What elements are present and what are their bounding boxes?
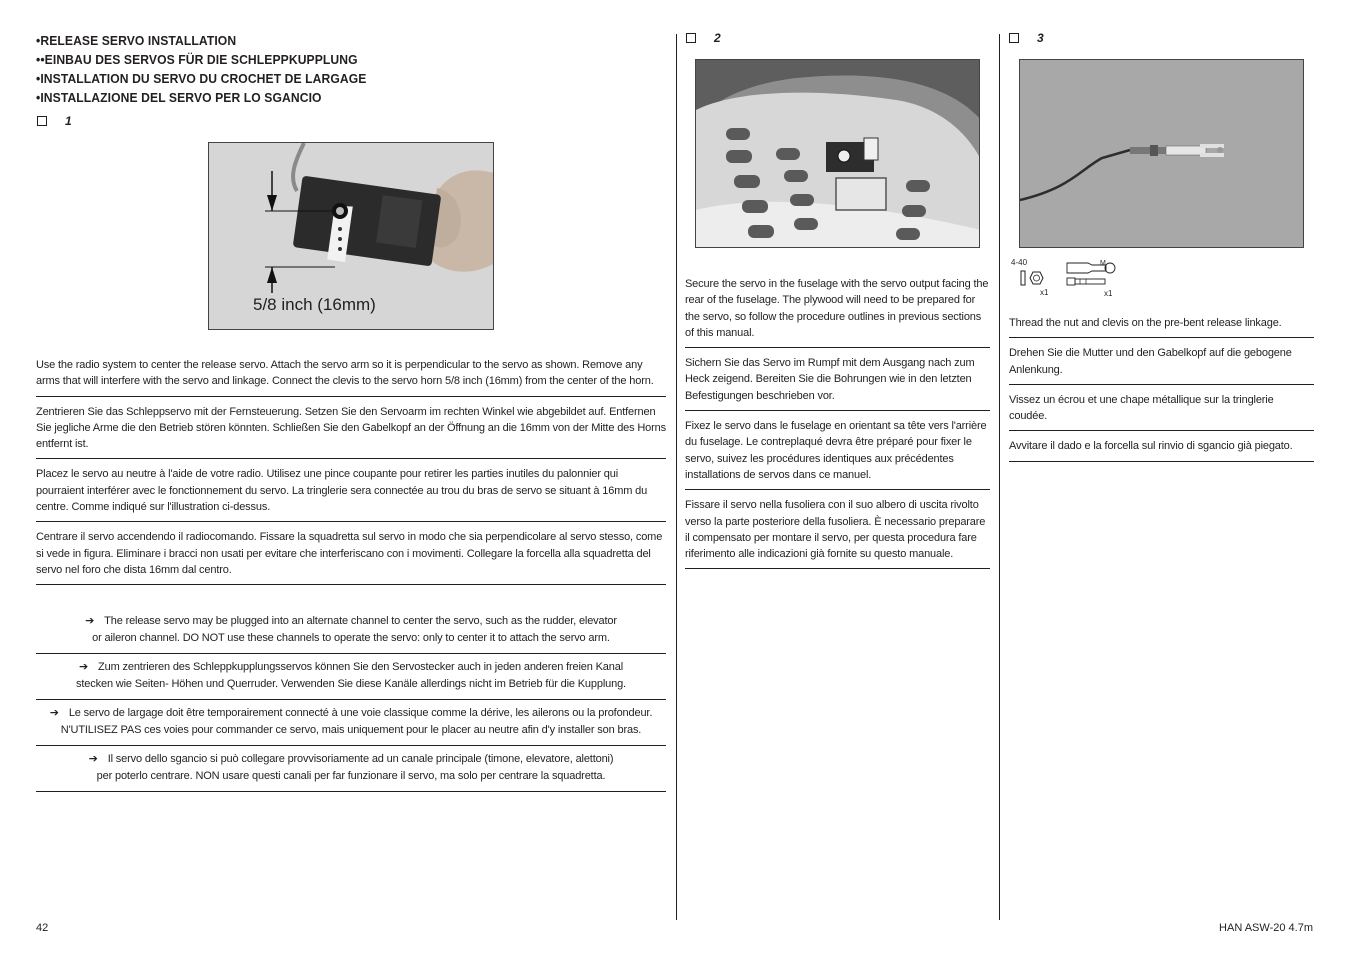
- fuselage-photo: [695, 59, 980, 248]
- heading-de: ••EINBAU DES SERVOS FÜR DIE SCHLEPPKUPPLUNG: [36, 52, 358, 67]
- note-fr: ➔ Le servo de largage doit être temporairement connecté à une voie classique comme la dérive, les ailerons ou la profondeur. N'UTILISEZ PAS ces voies pour commander ce servo, mais uniquement pour le placer au neutre afin d'y installer son bras.: [36, 700, 666, 746]
- clevis-label: M: [1100, 260, 1106, 267]
- paragraph-it: Fissare il servo nella fusoliera con il suo albero di uscita rivolto verso la parte posteriore della fusoliera. È necessario preparare il compensato per montare il servo, per questa procedura fare riferimento alle indicazioni già fornite su questo manuale.: [685, 497, 990, 569]
- arrow-icon: ➔: [85, 615, 95, 627]
- paragraph-fr: Fixez le servo dans le fuselage en orientant sa tête vers l'arrière du fuselage. Le contreplaqué devra être préparé pour fixer le servo, suivez les procédures identiques aux précédentes installations de servos dans ce manuel.: [685, 418, 990, 490]
- step-3-label: 3: [1009, 31, 1044, 45]
- paragraph-fr: Placez le servo au neutre à l'aide de votre radio. Utilisez une pince coupante pour retirer les parties inutiles du palonnier qui pourraient interférer avec le fonctionnement du servo. La tringlerie sera connectée au trou du bras de servo se situant à 16mm du centre. Comme indiqué sur l'illustration ci-dessus.: [36, 466, 666, 522]
- fuselage-illustration: [696, 60, 980, 248]
- arrow-icon: ➔: [49, 707, 59, 719]
- model-name: HAN ASW-20 4.7m: [1219, 922, 1313, 934]
- clevis-icon: [1066, 259, 1118, 287]
- heading-en: •RELEASE SERVO INSTALLATION: [36, 33, 237, 48]
- linkage-illustration: [1020, 60, 1304, 248]
- nut-qty: x1: [1040, 288, 1049, 297]
- column-divider: [676, 34, 677, 920]
- servo-photo: [208, 142, 494, 330]
- section-heading: [36, 31, 616, 107]
- notes-block: [36, 608, 666, 792]
- photo-caption: 5/8 inch (16mm): [253, 295, 376, 314]
- step-1-label: 1: [37, 114, 72, 128]
- col3-paragraphs: [1009, 315, 1314, 469]
- paragraph-en: Thread the nut and clevis on the pre-bent release linkage.: [1009, 315, 1314, 338]
- nut-label: 4-40: [1011, 258, 1028, 267]
- arrow-icon: ➔: [88, 753, 98, 765]
- checkbox-icon[interactable]: [1009, 33, 1019, 43]
- checkbox-icon[interactable]: [686, 33, 696, 43]
- paragraph-fr: Vissez un écrou et une chape métallique sur la tringlerie coudée.: [1009, 392, 1314, 432]
- heading-fr: •INSTALLATION DU SERVO DU CROCHET DE LARGAGE: [36, 71, 367, 86]
- paragraph-de: Zentrieren Sie das Schleppservo mit der Fernsteuerung. Setzen Sie den Servoarm im rechten Winkel wie abgebildet auf. Entfernen Sie jegliche Arme die den Betrieb stören könnten. Schließen Sie den Gabelkopf an der Öffnung an die 16mm von der Mitte des Horns entfernt ist.: [36, 404, 666, 460]
- arrow-icon: ➔: [78, 661, 89, 673]
- col1-paragraphs: [36, 357, 666, 592]
- nut-icon: [1020, 269, 1046, 289]
- linkage-photo: [1019, 59, 1304, 248]
- clevis-qty: x1: [1104, 289, 1113, 298]
- checkbox-icon[interactable]: [37, 116, 47, 126]
- page-number: 42: [36, 922, 49, 934]
- paragraph-it: Centrare il servo accendendo il radiocomando. Fissare la squadretta sul servo in modo che sia perpendicolare al servo stesso, come si vede in figura. Eliminare i bracci non usati per evitare che interferiscano con i movimenti. Collegare la forcella alla squadretta del servo nel foro che dista 16mm dal centro.: [36, 529, 666, 585]
- heading-it: •INSTALLAZIONE DEL SERVO PER LO SGANCIO: [36, 90, 322, 105]
- paragraph-it: Avvitare il dado e la forcella sul rinvio di sgancio già piegato.: [1009, 438, 1314, 461]
- paragraph-en: Secure the servo in the fuselage with the servo output facing the rear of the fuselage. The plywood will need to be prepared for the servo, so follow the procedure outlines in previous sections of this manual.: [685, 276, 990, 348]
- note-de: ➔ Zum zentrieren des Schleppkupplungsservos können Sie den Servostecker auch in jeden anderen freien Kanal stecken wie Seiten- Höhen und Querruder. Verwenden Sie diese Kanäle allerdings nicht im Betrieb für die Kupplung.: [36, 654, 666, 700]
- note-en: ➔ The release servo may be plugged into an alternate channel to center the servo, such as the rudder, elevator or aileron channel. DO NOT use these channels to operate the servo: only to center it to attach the servo arm.: [36, 608, 666, 654]
- parts-legend: [1008, 256, 1128, 302]
- column-divider: [999, 34, 1000, 920]
- paragraph-de: Sichern Sie das Servo im Rumpf mit dem Ausgang nach zum Heck zeigend. Bereiten Sie die Bohrungen wie in den letzten Befestigungen beschrieben vor.: [685, 355, 990, 411]
- step-2-label: 2: [686, 31, 721, 45]
- paragraph-en: Use the radio system to center the release servo. Attach the servo arm so it is perpendicular to the servo as shown. Remove any arms that will interfere with the servo and linkage. Connect the clevis to the servo horn 5/8 inch (16mm) from the center of the horn.: [36, 357, 666, 397]
- paragraph-de: Drehen Sie die Mutter und den Gabelkopf auf die gebogene Anlenkung.: [1009, 345, 1314, 385]
- col2-paragraphs: [685, 276, 990, 576]
- note-it: ➔ Il servo dello sgancio si può collegare provvisoriamente ad un canale principale (timone, elevatore, alettoni) per poterlo centrare. NON usare questi canali per far funzionare il servo, ma solo per centrare la squadretta.: [36, 746, 666, 792]
